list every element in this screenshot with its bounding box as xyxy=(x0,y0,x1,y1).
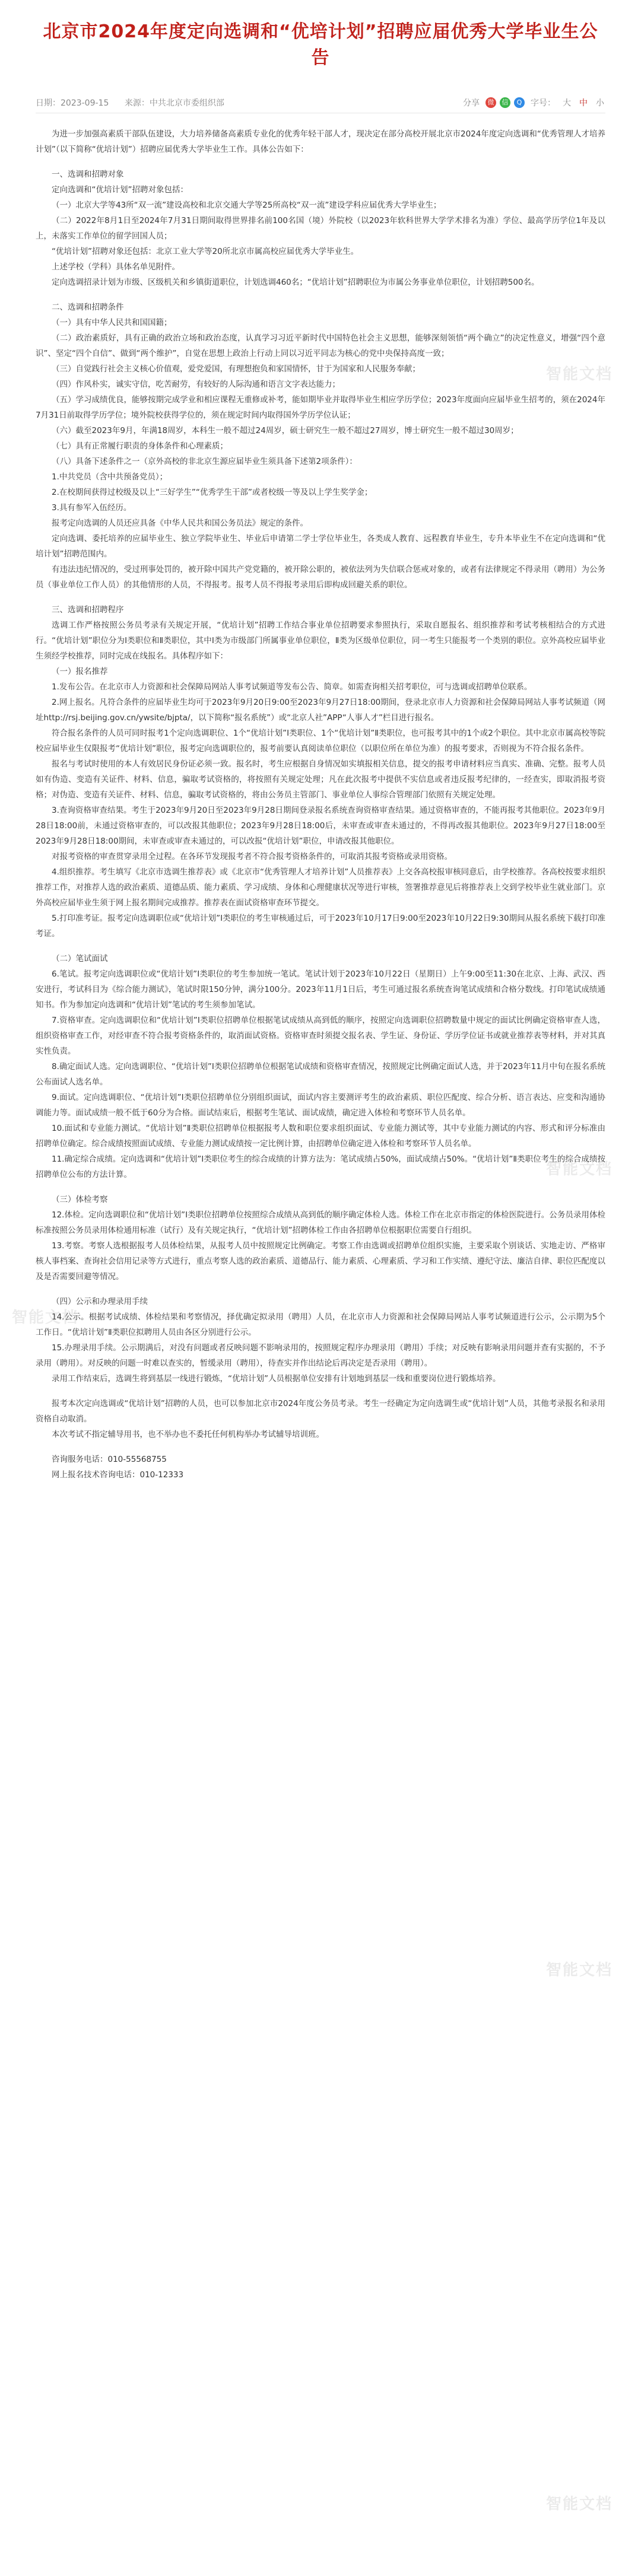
paragraph: 6.笔试。报考定向选调职位或“优培计划”Ⅰ类职位的考生参加统一笔试。笔试计划于2023年10月22日（星期日）上午9:00至11:30在北京、上海、武汉、西安进行，考试科目为《综合能力测试》，笔试时限150分钟，满分100分。2023年11月1日后，考生可通过报名系统查询笔试成绩和合格分数线。打印笔试成绩通知书。作为参加定向选调和“优培计划”笔试的考生须参加笔试。 xyxy=(36,969,605,1010)
watermark: 智能文档 xyxy=(546,365,613,383)
paragraph: 2.网上报名。凡符合条件的应届毕业生均可于2023年9月20日9:00至2023年9月27日18:00期间，登录北京市人力资源和社会保障局网站人事考试频道（网址http://rsj.beijing.gov.cn/ywsite/bjpta/，以下简称“报名系统”）或“北京人社”APP“人事人才”栏目进行报名。 xyxy=(36,698,605,723)
paragraph: （六）截至2023年9月，年满18周岁，本科生一般不超过24周岁，硕士研究生一般不超过27周岁，博士研究生一般不超过30周岁； xyxy=(52,426,519,435)
meta-left xyxy=(36,97,237,109)
paragraph: 报考定向选调的人员还应具备《中华人民共和国公务员法》规定的条件。 xyxy=(52,519,308,528)
share-label: 分享 xyxy=(463,98,480,108)
paragraph: 1.发布公告。在北京市人力资源和社会保障局网站人事考试频道等发布公告、简章。如需查询相关招考职位，可与选调或招聘单位联系。 xyxy=(52,682,532,692)
font-size-label: 字号： xyxy=(531,98,556,108)
paragraph: （三）自觉践行社会主义核心价值观，爱党爱国，有理想抱负和家国情怀，甘于为国家和人民服务奉献； xyxy=(52,364,420,374)
paragraph: 网上报名技术咨询电话：010-12333 xyxy=(52,1470,184,1480)
paragraph: 报名与考试时使用的本人有效居民身份证必须一致。报名时，考生应根据自身情况如实填报相关信息，提交的报考申请材料应当真实、准确、完整。报考人员如有伪造、变造有关证件、材料、信息，骗取考试资格的，将按照有关规定处理；凡在此次报考中提供不实信息或者违反报考纪律的，一经查实，即取消报考资格；对伪造、变造有关证件、材料、信息，骗取考试资格的，将由公务员主管部门、事业单位人事综合管理部门依照有关规定处理。 xyxy=(36,759,605,800)
font-size-small-button[interactable]: 小 xyxy=(596,98,604,108)
paragraph: （一）具有中华人民共和国国籍； xyxy=(52,318,172,327)
paragraph: 13.考察。考察人选根据报考人员体检结果，从报考人员中按照规定比例确定。考察工作由选调或招聘单位组织实施，主要采取个别谈话、实地走访、严格审核人事档案、查询社会信用记录等方式进行，重点考察人选的政治素质、道德品行、能力素质、心理素质、学习和工作实绩、遵纪守法、廉洁自律、职位匹配度以及是否需要回避等情况。 xyxy=(36,1241,605,1281)
paragraph: 定向选调和“优培计划”招聘对象包括： xyxy=(52,185,188,195)
paragraph: 定向选调、委托培养的应届毕业生、独立学院毕业生、毕业后申请第二学士学位毕业生，各类成人教育、远程教育毕业生，专升本毕业生不在定向选调和“优培计划”招聘范围内。 xyxy=(36,534,605,559)
paragraph: 8.确定面试人选。定向选调职位、“优培计划”Ⅰ类职位招聘单位根据笔试成绩和资格审查情况，按照规定比例确定面试人选，并于2023年11月中旬在报名系统公布面试人选名单。 xyxy=(36,1062,605,1087)
watermark: 智能文档 xyxy=(546,2495,613,2513)
paragraph: 14.公示。根据考试成绩、体检结果和考察情况，择优确定拟录用（聘用）人员，在北京市人力资源和社会保障局网站人事考试频道进行公示，公示期为5个工作日。“优培计划”Ⅱ类职位拟聘用人员由各区分别进行公示。 xyxy=(36,1312,605,1337)
weibo-share-icon[interactable]: 微 xyxy=(485,97,496,108)
font-size-medium-button[interactable]: 中 xyxy=(579,98,588,108)
article-page xyxy=(36,0,605,1483)
paragraph: 对报考资格的审查贯穿录用全过程。在各环节发现报考者不符合报考资格条件的，可取消其报考资格或录用资格。 xyxy=(52,852,452,861)
meta-right xyxy=(463,97,605,109)
paragraph: （五）学习成绩优良，能够按期完成学业和相应课程无重修或补考，能如期毕业并取得毕业生相应学历学位；2023年度面向应届毕业生招考的，须在2024年7月31日前取得学历学位；境外院校获得学位的，须在规定时间内取得国外学历学位认证； xyxy=(36,395,605,420)
paragraph: 选调工作严格按照公务员考录有关规定开展，“优培计划”招聘工作结合事业单位招聘要求参照执行，采取自愿报名、组织推荐和考试考核相结合的方式进行。“优培计划”职位分为Ⅰ类职位和Ⅱ类职位，其中Ⅰ类为市级部门所属事业单位职位，Ⅱ类为区级单位职位，同一考生只能报考一个类别的职位。京外高校应届毕业生须经学校推荐，同时完成在线报名。具体程序如下： xyxy=(36,621,605,661)
paragraph: 3.具有参军入伍经历。 xyxy=(52,503,132,513)
section-first-paragraph: （四）公示和办理录用手续 xyxy=(52,1297,148,1306)
section-first-paragraph: 三、选调和招聘程序 xyxy=(52,605,124,615)
paragraph: 本次考试不指定辅导用书，也不举办也不委托任何机构举办考试辅导培训班。 xyxy=(52,1430,324,1439)
article-content xyxy=(36,126,605,1483)
paragraph: 4.组织推荐。考生填写《北京市选调生推荐表》或《北京市“优秀管理人才培养计划”人员推荐表》上交各高校报审核同意后，由学校推荐。各高校按要求组织推荐工作，对推荐人选的政治素质、道德品质、能力素质、学习成绩、身体和心理健康状况等进行审核，签署推荐意见后将推荐表上交到学校毕业生就业部门。京外高校应届毕业生须于网上报名期间完成推荐。推荐表在面试资格审查环节提交。 xyxy=(36,867,605,908)
paragraph: （七）具有正常履行职责的身体条件和心理素质； xyxy=(52,441,228,451)
paragraph: 11.确定综合成绩。定向选调和“优培计划”Ⅰ类职位考生的综合成绩的计算方法为：笔试成绩占50%，面试成绩占50%。“优培计划”Ⅱ类职位考生的综合成绩按招聘单位公布的方法计算。 xyxy=(36,1155,605,1179)
publish-date: 日期：2023-09-15 xyxy=(36,98,109,108)
section-first-paragraph: 咨询服务电话：010-55568755 xyxy=(52,1455,167,1464)
paragraph: （二）2022年8月1日至2024年7月31日期间取得世界排名前100名国（境）外院校（以2023年软科世界大学学术排名为准）学位、最高学历学位1年及以上，未落实工作单位的留学回国人员； xyxy=(36,216,605,241)
section-first-paragraph: （二）笔试面试 xyxy=(52,954,108,963)
paragraph: （一）报名推荐 xyxy=(52,667,108,676)
section-first-paragraph: （三）体检考察 xyxy=(52,1195,108,1204)
paragraph: 1.中共党员（含中共预备党员）； xyxy=(52,472,168,482)
qq-share-icon[interactable]: Q xyxy=(514,97,525,108)
paragraph: 为进一步加强高素质干部队伍建设，大力培养储备高素质专业化的优秀年轻干部人才，现决定在部分高校开展北京市2024年度定向选调和“优秀管理人才培养计划”（以下简称“优培计划”）招聘应届优秀大学毕业生工作。具体公告如下： xyxy=(36,129,605,154)
paragraph: （二）政治素质好，具有正确的政治立场和政治态度，认真学习习近平新时代中国特色社会主义思想，能够深刻领悟“两个确立”的决定性意义，增强“四个意识”、坚定“四个自信”、做到“两个维护”，自觉在思想上政治上行动上同以习近平同志为核心的党中央保持高度一致； xyxy=(36,333,605,358)
watermark: 智能文档 xyxy=(546,1961,613,1979)
wechat-share-icon[interactable]: 信 xyxy=(500,97,510,108)
paragraph: 5.打印准考证。报考定向选调职位或“优培计划”Ⅰ类职位的考生审核通过后，可于2023年10月17日9:00至2023年10月22日9:30期间从报名系统下载打印准考证。 xyxy=(36,914,605,939)
watermark: 智能文档 xyxy=(12,1309,79,1327)
paragraph: （四）作风朴实，诚实守信，吃苦耐劳，有较好的人际沟通和语言文字表达能力； xyxy=(52,380,340,389)
watermark: 智能文档 xyxy=(546,1160,613,1178)
paragraph: 3.查询资格审查结果。考生于2023年9月20日至2023年9月28日期间登录报名系统查询资格审查结果。通过资格审查的，不能再报考其他职位。2023年9月28日18:00前，未通过资格审查的，可以改报其他职位；2023年9月28日18:00后，未审查或审查未通过的，不得再改报其他职位。2023年9月27日18:00至2023年9月28日18:00期间，未审查或审查未通过的，可以改报“优培计划”职位，申请改报其他职位。 xyxy=(36,806,605,846)
paragraph: 有违法违纪情况的，受过刑事处罚的，被开除中国共产党党籍的，被开除公职的，被依法列为失信联合惩戒对象的，或者有法律规定不得录用（聘用）为公务员（事业单位工作人员）的其他情形的人员，不得报考。报考人员不得报考录用后即构成回避关系的职位。 xyxy=(36,565,605,590)
paragraph: 9.面试。定向选调职位、“优培计划”Ⅰ类职位招聘单位分别组织面试，面试内容主要测评考生的政治素质、职位匹配度、综合分析、语言表达、应变和沟通协调能力等。面试成绩一般不低于60分为合格。面试结束后，根据考生笔试、面试成绩，确定进入体检和考察环节人员名单。 xyxy=(36,1093,605,1118)
paragraph: 12.体检。定向选调职位和“优培计划”Ⅰ类职位招聘单位按照综合成绩从高到低的顺序确定体检人选。体检工作在北京市指定的体检医院进行。公务员录用体检标准按照公务员录用体检通用标准（试行）及有关规定执行，“优培计划”招聘体检工作由各招聘单位根据职位需要自行组织。 xyxy=(36,1210,605,1235)
paragraph: （一）北京大学等43所“双一流”建设高校和北京交通大学等25所高校“双一流”建设学科应届优秀大学毕业生； xyxy=(52,201,442,210)
section-first-paragraph: 报考本次定向选调或“优培计划”招聘的人员，也可以参加北京市2024年度公务员考录。考生一经确定为定向选调生或“优培计划”人员，其他考录报名和录用资格自动取消。 xyxy=(36,1399,605,1424)
article-title: 北京市2024年度定向选调和“优培计划”招聘应届优秀大学毕业生公告 xyxy=(43,21,598,68)
paragraph: 2.在校期间获得过校级及以上“三好学生”“优秀学生干部”或者校级一等及以上学生奖学金； xyxy=(52,488,373,497)
section-first-paragraph: 二、选调和招聘条件 xyxy=(52,303,124,312)
paragraph: （八）具备下述条件之一（京外高校的非北京生源应届毕业生须具备下述第2项条件）： xyxy=(52,457,357,466)
paragraph: 7.资格审查。定向选调职位和“优培计划”Ⅰ类职位招聘单位根据笔试成绩从高到低的顺序，按照定向选调职位招聘数量中规定的面试比例确定资格审查人选，组织资格审查工作，对经审查不符合报考资格条件的，取消面试资格。资格审查时须提交报名表、学生证、身份证、学历学位证书或就业推荐表等材料，并对其真实性负责。 xyxy=(36,1016,605,1056)
paragraph: 上述学校（学科）具体名单见附件。 xyxy=(52,262,180,272)
paragraph: 15.办理录用手续。公示期满后，对没有问题或者反映问题不影响录用的，按照规定程序办理录用（聘用）手续；对反映有影响录用问题并查有实据的，不予录用（聘用）。对反映的问题一时难以查实的，暂缓录用（聘用），待查实并作出结论后再决定是否录用（聘用）。 xyxy=(36,1343,605,1368)
paragraph: 符合报名条件的人员可同时报考1个定向选调职位、1个“优培计划”Ⅰ类职位、1个“优培计划”Ⅱ类职位，也可报考其中的1个或2个职位。其中北京市属高校等院校应届毕业生仅限报考“优培计划”职位，报考定向选调职位的，报考前要认真阅读单位职位（以职位所在单位为准）的报考要求，否则视为不符合报名条件。 xyxy=(36,729,605,753)
paragraph: 定向选调招录计划为市级、区级机关和乡镇街道职位，计划选调460名；“优培计划”招聘职位为市属公务事业单位职位，计划招聘500名。 xyxy=(52,278,540,287)
article-meta-bar xyxy=(36,93,605,113)
paragraph: “优培计划”招聘对象还包括：北京工业大学等20所北京市属高校应届优秀大学毕业生。 xyxy=(52,247,359,256)
paragraph: 10.面试和专业能力测试。“优培计划”Ⅱ类职位招聘单位根据报考人数和职位要求组织面试、专业能力测试等，其中专业能力测试的内容、形式和评分标准由招聘单位确定。综合成绩按照面试成绩、专业能力测试成绩按一定比例计算，由招聘单位确定进入体检和考察环节人员名单。 xyxy=(36,1124,605,1149)
font-size-large-button[interactable]: 大 xyxy=(563,98,571,108)
section-first-paragraph: 一、选调和招聘对象 xyxy=(52,170,124,179)
article-source: 来源：中共北京市委组织部 xyxy=(124,98,224,108)
share-icons xyxy=(485,97,525,108)
paragraph: 录用工作结束后，选调生将到基层一线进行锻炼，“优培计划”人员根据单位安排有计划地到基层一线和重要岗位进行锻炼培养。 xyxy=(52,1374,501,1384)
